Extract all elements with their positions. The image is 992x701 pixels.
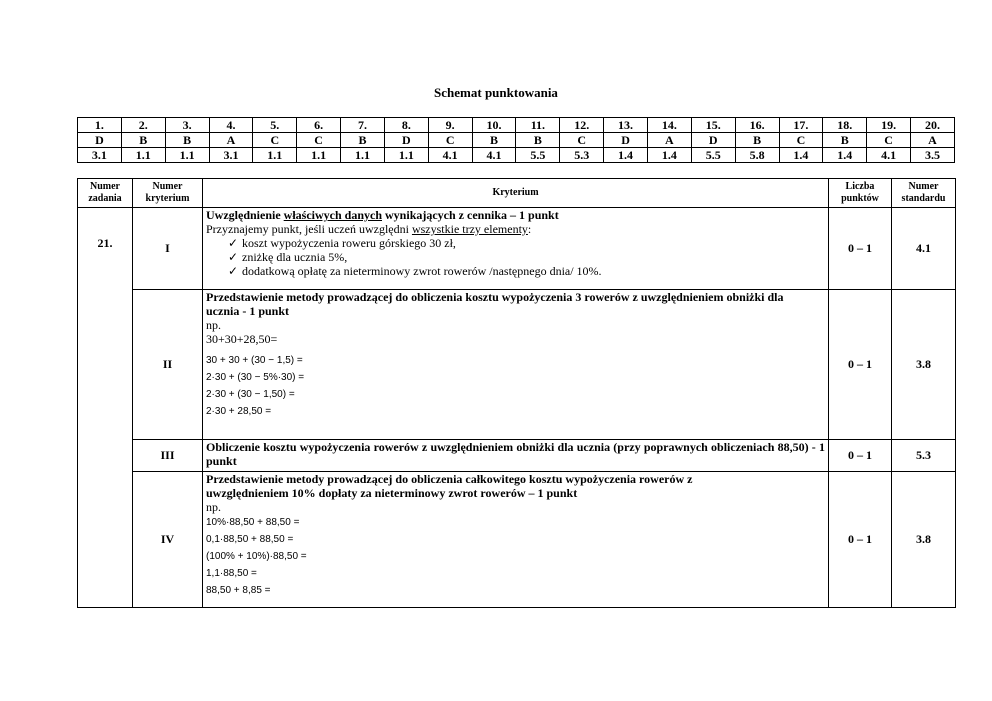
answer-standard-cell: 5.5 xyxy=(516,148,560,163)
answer-number-cell: 19. xyxy=(867,118,911,133)
answer-number-cell: 20. xyxy=(911,118,955,133)
answer-letter-cell: D xyxy=(691,133,735,148)
criterion-row-1 xyxy=(78,208,956,290)
answer-number-cell: 10. xyxy=(472,118,516,133)
criterion-row-2 xyxy=(78,290,956,440)
answer-letter-cell: B xyxy=(472,133,516,148)
list-item: ✓ zniżkę dla ucznia 5%, xyxy=(228,250,348,264)
formula-line: 30 + 30 + (30 − 1,5) = xyxy=(206,355,303,366)
header-criterion-number: Numer kryterium xyxy=(133,179,203,208)
criterion-points: 0 – 1 xyxy=(829,208,892,290)
criterion-row-4 xyxy=(78,472,956,608)
criterion-text xyxy=(203,208,829,290)
answer-letters-row xyxy=(78,133,955,148)
answer-number-cell: 15. xyxy=(691,118,735,133)
answer-letter-cell: C xyxy=(867,133,911,148)
answer-standard-cell: 5.5 xyxy=(691,148,735,163)
formula-line: 88,50 + 8,85 = xyxy=(206,585,271,596)
answer-letter-cell: C xyxy=(253,133,297,148)
answer-letter-cell: C xyxy=(428,133,472,148)
task-number: 21. xyxy=(78,208,133,608)
list-item: ✓ dodatkową opłatę za nieterminowy zwrot rowerów /następnego dnia/ 10%. xyxy=(228,264,602,278)
answer-standards-row xyxy=(78,148,955,163)
answer-number-cell: 13. xyxy=(604,118,648,133)
answer-standard-cell: 1.1 xyxy=(341,148,385,163)
answer-numbers-row xyxy=(78,118,955,133)
answer-standard-cell: 4.1 xyxy=(867,148,911,163)
answer-standard-cell: 4.1 xyxy=(428,148,472,163)
answer-number-cell: 8. xyxy=(384,118,428,133)
answer-standard-cell: 1.4 xyxy=(647,148,691,163)
answer-letter-cell: D xyxy=(384,133,428,148)
criterion-id: IV xyxy=(133,472,203,608)
criterion-text xyxy=(203,472,829,608)
answer-standard-cell: 5.3 xyxy=(560,148,604,163)
checkmark-icon: ✓ xyxy=(228,264,239,278)
example-label: np. xyxy=(206,318,221,332)
answer-number-cell: 12. xyxy=(560,118,604,133)
answer-standard-cell: 3.1 xyxy=(209,148,253,163)
example-label: np. xyxy=(206,500,221,514)
criterion-heading: Obliczenie kosztu wypożyczenia rowerów z uwzględnieniem obniżki dla ucznia (przy poprawnych obliczeniach 88,50) - 1 punkt xyxy=(203,440,829,472)
criterion-heading: Przedstawienie metody prowadzącej do obliczenia kosztu wypożyczenia 3 rowerów z uwzględnieniem obniżki dla ucznia - 1 punkt xyxy=(206,290,784,318)
answer-letter-cell: A xyxy=(647,133,691,148)
answer-number-cell: 18. xyxy=(823,118,867,133)
formula-line: 2·30 + (30 − 1,50) = xyxy=(206,389,295,400)
answer-letter-cell: C xyxy=(297,133,341,148)
answer-letter-cell: A xyxy=(911,133,955,148)
header-criterion: Kryterium xyxy=(203,179,829,208)
formula-line: 2·30 + (30 − 5%·30) = xyxy=(206,372,305,383)
page-title: Schemat punktowania xyxy=(434,85,558,100)
answer-number-cell: 11. xyxy=(516,118,560,133)
answer-letter-cell: D xyxy=(78,133,122,148)
answer-number-cell: 16. xyxy=(735,118,779,133)
answer-standard-cell: 1.1 xyxy=(297,148,341,163)
criterion-intro: Przyznajemy punkt, jeśli uczeń uwzględni wszystkie trzy elementy: xyxy=(206,222,532,236)
criterion-heading: Uwzględnienie właściwych danych wynikających z cennika – 1 punkt xyxy=(206,208,559,222)
criterion-standard: 5.3 xyxy=(892,440,956,472)
answer-letter-cell: B xyxy=(735,133,779,148)
criterion-id: II xyxy=(133,290,203,440)
criterion-text xyxy=(203,290,829,440)
answer-number-cell: 7. xyxy=(341,118,385,133)
answer-standard-cell: 1.4 xyxy=(823,148,867,163)
answer-standard-cell: 3.5 xyxy=(911,148,955,163)
criterion-points: 0 – 1 xyxy=(829,290,892,440)
header-standard: Numer standardu xyxy=(892,179,956,208)
header-points: Liczba punktów xyxy=(829,179,892,208)
answer-letter-cell: C xyxy=(560,133,604,148)
answer-number-cell: 14. xyxy=(647,118,691,133)
answer-number-cell: 4. xyxy=(209,118,253,133)
criteria-header-row xyxy=(78,179,956,208)
formula-line: (100% + 10%)·88,50 = xyxy=(206,551,307,562)
criterion-standard: 3.8 xyxy=(892,290,956,440)
answer-letter-cell: D xyxy=(604,133,648,148)
answer-letter-cell: B xyxy=(516,133,560,148)
formula-line: 1,1·88,50 = xyxy=(206,568,257,579)
answer-letter-cell: B xyxy=(341,133,385,148)
criterion-points: 0 – 1 xyxy=(829,472,892,608)
criterion-standard: 4.1 xyxy=(892,208,956,290)
formula-line: 0,1·88,50 + 88,50 = xyxy=(206,534,294,545)
answer-number-cell: 2. xyxy=(121,118,165,133)
answer-standard-cell: 1.1 xyxy=(121,148,165,163)
criterion-row-3 xyxy=(78,440,956,472)
formula-line: 10%·88,50 + 88,50 = xyxy=(206,517,300,528)
answer-key-table xyxy=(77,117,955,163)
answer-number-cell: 6. xyxy=(297,118,341,133)
answer-letter-cell: A xyxy=(209,133,253,148)
answer-number-cell: 3. xyxy=(165,118,209,133)
list-item: ✓ koszt wypożyczenia roweru górskiego 30 zł, xyxy=(228,236,456,250)
header-task-number: Numer zadania xyxy=(78,179,133,208)
answer-letter-cell: B xyxy=(121,133,165,148)
answer-letter-cell: B xyxy=(823,133,867,148)
criterion-id: III xyxy=(133,440,203,472)
answer-number-cell: 5. xyxy=(253,118,297,133)
criterion-heading: Przedstawienie metody prowadzącej do obliczenia całkowitego kosztu wypożyczenia rowerów z uwzględnieniem 10% dopłaty za nieterminowy zwrot rowerów – 1 punkt xyxy=(206,472,693,500)
criterion-standard: 3.8 xyxy=(892,472,956,608)
answer-letter-cell: C xyxy=(779,133,823,148)
answer-standard-cell: 1.1 xyxy=(253,148,297,163)
checkmark-icon: ✓ xyxy=(228,236,239,250)
answer-standard-cell: 1.1 xyxy=(165,148,209,163)
answer-number-cell: 9. xyxy=(428,118,472,133)
answer-standard-cell: 4.1 xyxy=(472,148,516,163)
example-expression: 30+30+28,50= xyxy=(206,332,278,346)
criterion-id: I xyxy=(133,208,203,290)
answer-standard-cell: 5.8 xyxy=(735,148,779,163)
criterion-points: 0 – 1 xyxy=(829,440,892,472)
answer-number-cell: 1. xyxy=(78,118,122,133)
answer-standard-cell: 1.4 xyxy=(604,148,648,163)
checkmark-icon: ✓ xyxy=(228,250,239,264)
answer-standard-cell: 1.1 xyxy=(384,148,428,163)
criteria-table xyxy=(77,178,956,608)
formula-line: 2·30 + 28,50 = xyxy=(206,406,272,417)
answer-number-cell: 17. xyxy=(779,118,823,133)
answer-letter-cell: B xyxy=(165,133,209,148)
answer-standard-cell: 3.1 xyxy=(78,148,122,163)
answer-standard-cell: 1.4 xyxy=(779,148,823,163)
